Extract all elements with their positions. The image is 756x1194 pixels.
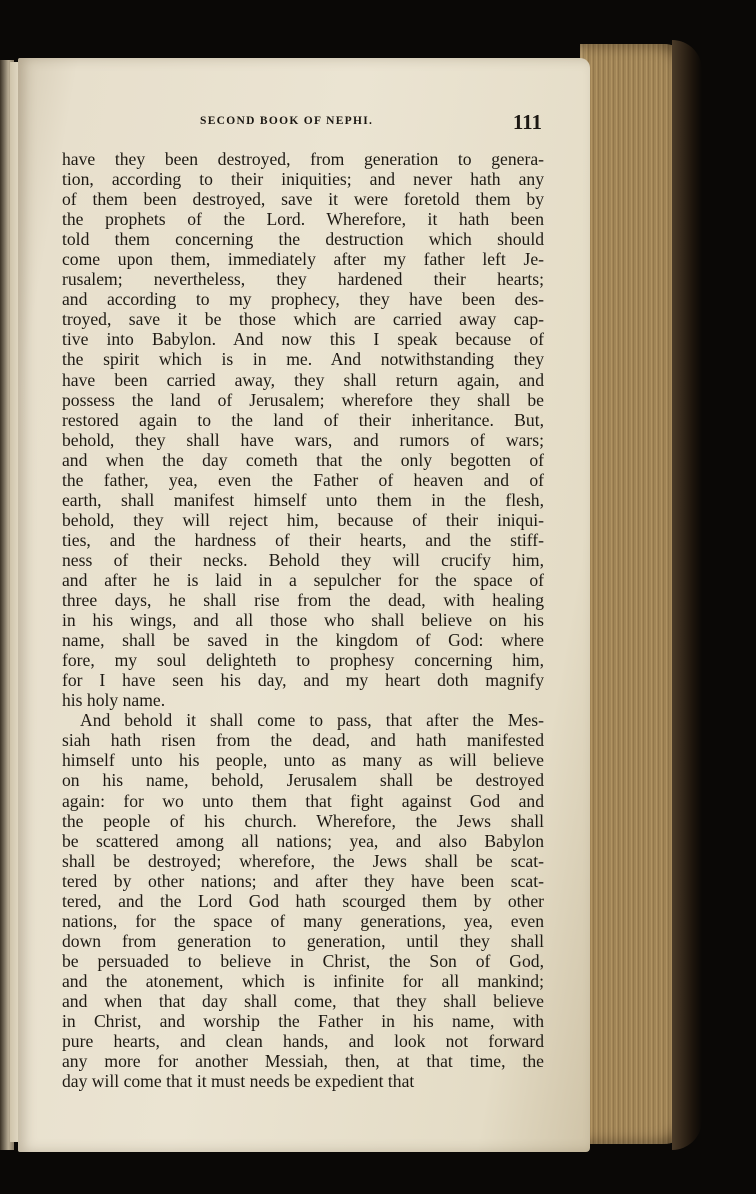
text-line: told them concerning the destruction which should xyxy=(62,229,544,250)
text-line: earth, shall manifest himself unto them in the flesh, xyxy=(62,489,544,510)
text-line: day will come that it must needs be expedient that xyxy=(62,1071,415,1092)
text-line: fore, my soul delighteth to prophesy concerning him, xyxy=(62,650,544,671)
running-head: SECOND BOOK OF NEPHI. xyxy=(200,115,374,127)
page-header xyxy=(60,112,550,136)
text-line: of them been destroyed, save it were foretold them by xyxy=(62,189,544,210)
text-line: behold, they shall have wars, and rumors of wars; xyxy=(62,429,544,450)
text-line: be scattered among all nations; yea, and also Babylon xyxy=(62,830,544,851)
text-line: the prophets of the Lord. Wherefore, it hath been xyxy=(62,209,544,230)
text-line: and according to my prophecy, they have been des- xyxy=(62,289,544,310)
text-line: tered, and the Lord God hath scourged them by other xyxy=(62,890,544,911)
page-number: 111 xyxy=(512,110,542,134)
text-line: his holy name. xyxy=(62,690,166,711)
text-line: again: for wo unto them that fight against God and xyxy=(62,790,544,811)
text-line: pure hearts, and clean hands, and look not forward xyxy=(62,1031,544,1052)
text-line: and the atonement, which is infinite for all mankind; xyxy=(62,970,544,991)
text-line: the spirit which is in me. And notwithstanding they xyxy=(62,349,544,370)
text-line: be persuaded to believe in Christ, the Son of God, xyxy=(62,950,544,971)
text-line: nations, for the space of many generations, yea, even xyxy=(62,910,544,931)
text-line: tion, according to their iniquities; and never hath any xyxy=(62,169,544,190)
text-line: himself unto his people, unto as many as will believe xyxy=(62,750,544,771)
text-line: three days, he shall rise from the dead, with healing xyxy=(62,590,544,611)
text-line: for I have seen his day, and my heart doth magnify xyxy=(62,670,544,691)
text-line: And behold it shall come to pass, that after the Mes- xyxy=(80,710,544,731)
text-line: restored again to the land of their inheritance. But, xyxy=(62,409,544,430)
text-line: on his name, behold, Jerusalem shall be destroyed xyxy=(62,770,544,791)
text-line: ties, and the hardness of their hearts, and the stiff- xyxy=(62,529,544,550)
text-line: tered by other nations; and after they have been scat- xyxy=(62,870,544,891)
book-cover-edge xyxy=(672,40,702,1150)
text-line: and when that day shall come, that they shall believe xyxy=(62,990,544,1011)
text-line: tive into Babylon. And now this I speak because of xyxy=(62,329,544,350)
page-body-text xyxy=(62,149,544,1091)
text-line: ness of their necks. Behold they will crucify him, xyxy=(62,549,544,570)
text-line: have they been destroyed, from generation to genera- xyxy=(62,149,544,169)
text-line: have been carried away, they shall return again, and xyxy=(62,369,544,390)
text-line: the people of his church. Wherefore, the Jews shall xyxy=(62,810,544,831)
text-line: in his wings, and all those who shall believe on his xyxy=(62,610,544,631)
text-line: rusalem; nevertheless, they hardened their hearts; xyxy=(62,269,544,290)
text-line: and when the day cometh that the only begotten of xyxy=(62,449,544,470)
text-line: possess the land of Jerusalem; wherefore they shall be xyxy=(62,389,544,410)
text-line: down from generation to generation, until they shall xyxy=(62,930,544,951)
text-line: troyed, save it be those which are carried away cap- xyxy=(62,309,544,330)
text-line: come upon them, immediately after my father left Je- xyxy=(62,249,544,270)
text-line: the father, yea, even the Father of heaven and of xyxy=(62,469,544,490)
text-line: any more for another Messiah, then, at that time, the xyxy=(62,1051,544,1072)
text-line: behold, they will reject him, because of their iniqui- xyxy=(62,509,544,530)
text-line: siah hath risen from the dead, and hath manifested xyxy=(62,730,544,751)
text-line: name, shall be saved in the kingdom of God: where xyxy=(62,630,544,651)
text-line: shall be destroyed; wherefore, the Jews shall be scat- xyxy=(62,850,544,871)
text-line: in Christ, and worship the Father in his name, with xyxy=(62,1011,544,1032)
text-line: and after he is laid in a sepulcher for the space of xyxy=(62,569,544,590)
